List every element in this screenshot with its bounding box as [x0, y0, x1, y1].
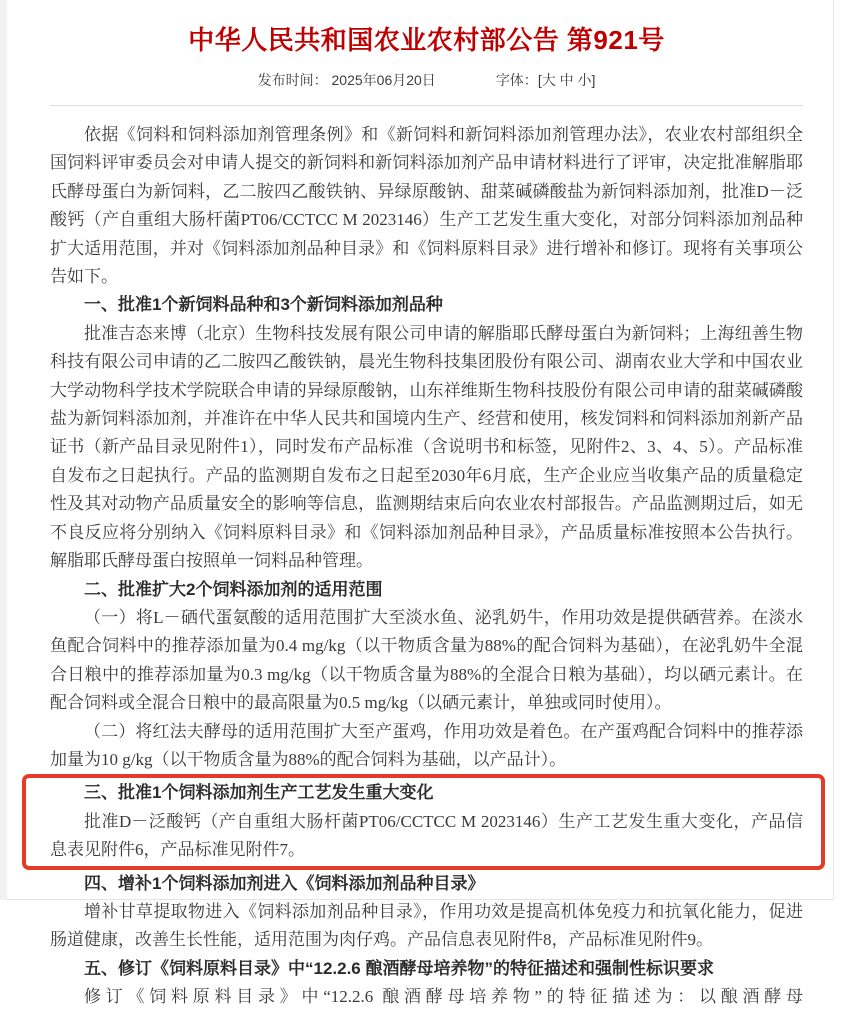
section-5-heading: 五、修订《饲料原料目录》中“12.2.6 酿酒酵母培养物”的特征描述和强制性标识要求: [84, 958, 714, 978]
meta-bar: [50, 70, 803, 106]
font-size-label: 字体：: [495, 72, 538, 88]
section-5: [50, 955, 803, 1012]
section-4-paragraph: 增补甘草提取物进入《饲料添加剂品种目录》，作用功效是提高机体免疫力和抗氧化能力，促进肠道健康，改善生长性能，适用范围为肉仔鸡。产品信息表见附件8，产品标准见附件9。: [50, 901, 803, 950]
font-size-options[interactable]: [大 中 小]: [537, 72, 596, 88]
announcement-body: [50, 106, 803, 1012]
announcement-page: [7, 0, 834, 1007]
page-title: 中华人民共和国农业农村部公告 第921号: [188, 25, 665, 55]
section-2-paragraph-1: （一）将L－硒代蛋氨酸的适用范围扩大至淡水鱼、泌乳奶牛，作用功效是提供硒营养。在淡水鱼配合饲料中的推荐添加量为0.4 mg/kg（以干物质含量为88%的配合饲料为基础），在泌乳奶牛全混合日粮中的推荐添加量为0.3 mg/kg（以干物质含量为88%的全混合日粮为基础），均以硒元素计。在配合饲料或全混合日粮中的最高限量为0.5 mg/kg（以硒元素计，单独或同时使用）。: [50, 607, 803, 713]
section-2: [50, 576, 803, 775]
highlight-box: [22, 774, 825, 869]
section-3: [50, 779, 803, 864]
section-3-heading: 三、批准1个饲料添加剂生产工艺发生重大变化: [84, 783, 434, 803]
section-4: [50, 870, 803, 955]
section-5-paragraph: 修订《饲料原料目录》中“12.2.6 酿酒酵母培养物”的特征描述为：以酿酒酵母: [84, 987, 803, 1007]
section-2-heading: 二、批准扩大2个饲料添加剂的适用范围: [84, 579, 383, 599]
page-left-gutter: [0, 0, 7, 900]
section-1: [50, 291, 803, 575]
section-1-heading: 一、批准1个新饲料品种和3个新饲料添加剂品种: [84, 295, 443, 315]
section-3-paragraph: 批准D－泛酸钙（产自重组大肠杆菌PT06/CCTCC M 2023146）生产工艺发生重大变化，产品信息表见附件6，产品标准见附件7。: [50, 811, 803, 860]
intro-paragraph: 依据《饲料和饲料添加剂管理条例》和《新饲料和新饲料添加剂管理办法》，农业农村部组织全国饲料评审委员会对申请人提交的新饲料和新饲料添加剂产品申请材料进行了评审，决定批准解脂耶氏酵母蛋白为新饲料，乙二胺四乙酸铁钠、异绿原酸钠、甜菜碱磷酸盐为新饲料添加剂，批准D－泛酸钙（产自重组大肠杆菌PT06/CCTCC M 2023146）生产工艺发生重大变化，对部分饲料添加剂品种扩大适用范围，并对《饲料添加剂品种目录》和《饲料原料目录》进行增补和修订。现将有关事项公告如下。: [50, 125, 803, 287]
section-1-paragraph: 批准吉态来博（北京）生物科技发展有限公司申请的解脂耶氏酵母蛋白为新饲料；上海纽善生物科技有限公司申请的乙二胺四乙酸铁钠，晨光生物科技集团股份有限公司、湖南农业大学和中国农业大学动物科学技术学院联合申请的异绿原酸钠，山东祥维斯生物科技股份有限公司申请的甜菜碱磷酸盐为新饲料添加剂，并准许在中华人民共和国境内生产、经营和使用，核发饲料和饲料添加剂新产品证书（新产品目录见附件1），同时发布产品标准（含说明书和标签，见附件2、3、4、5）。产品标准自发布之日起执行。产品的监测期自发布之日起至2030年6月底，生产企业应当收集产品的质量稳定性及其对动物产品质量安全的影响等信息，监测期结束后向农业农村部报告。产品监测期过后，如无不良反应将分别纳入《饲料原料目录》和《饲料添加剂品种目录》，产品质量标准按照本公告执行。解脂耶氏酵母蛋白按照单一饲料品种管理。: [50, 323, 803, 571]
bottom-divider: [7, 899, 834, 900]
section-2-paragraph-2: （二）将红法夫酵母的适用范围扩大至产蛋鸡，作用功效是着色。在产蛋鸡配合饲料中的推荐添加量为10 g/kg（以干物质含量为88%的配合饲料为基础，以产品计）。: [50, 721, 803, 769]
publish-time: 发布时间： 2025年06月20日: [257, 72, 436, 88]
font-size-control: [496, 70, 596, 90]
section-4-heading: 四、增补1个饲料添加剂进入《饲料添加剂品种目录》: [84, 873, 485, 893]
